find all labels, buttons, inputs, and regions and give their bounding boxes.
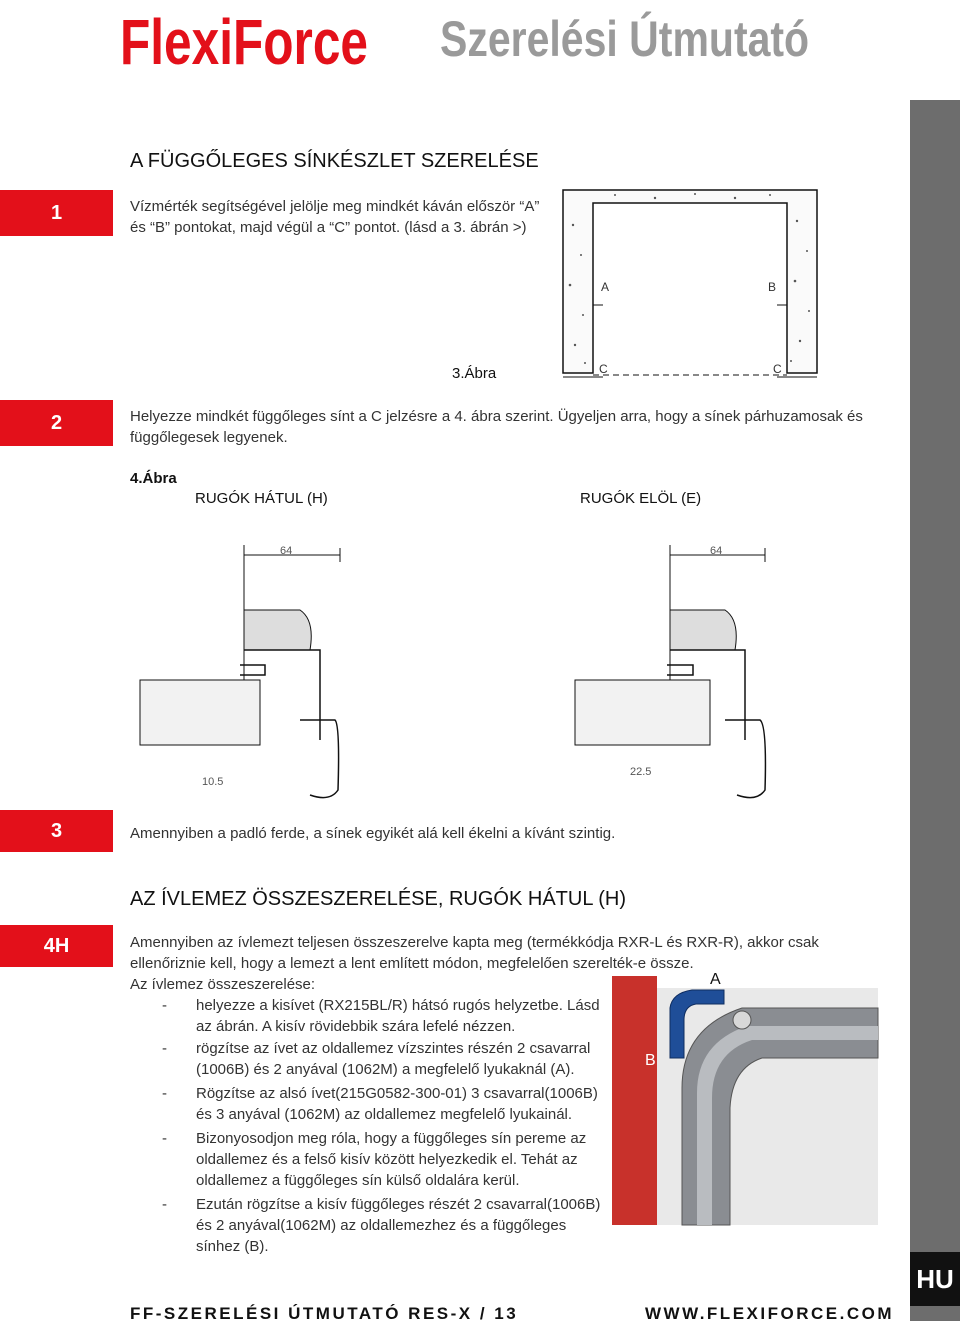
flexiforce-logo bbox=[120, 6, 370, 78]
footer-document-ref: FF-SZERELÉSI ÚTMUTATÓ RES-X / 13 bbox=[130, 1304, 519, 1323]
point-c-left-label: C bbox=[599, 362, 608, 376]
assembly-steps-list bbox=[130, 995, 610, 1257]
svg-text:64: 64 bbox=[710, 545, 723, 557]
svg-text:64: 64 bbox=[280, 545, 293, 557]
track-section-rear-diagram bbox=[140, 540, 370, 805]
caption-springs-front: RUGÓK ELÖL (E) bbox=[580, 490, 702, 507]
svg-text:22.5: 22.5 bbox=[630, 766, 652, 778]
step-badge-4h: 4H bbox=[0, 925, 113, 967]
svg-text:FlexiForce: FlexiForce bbox=[120, 6, 368, 78]
assembly-list-title: Az ívlemez összeszerelése: bbox=[130, 976, 316, 993]
step-badge-1: 1 bbox=[0, 190, 113, 236]
footer-website[interactable]: WWW.FLEXIFORCE.COM bbox=[645, 1304, 894, 1323]
svg-text:10.5: 10.5 bbox=[202, 776, 224, 788]
step-badge-2: 2 bbox=[0, 400, 113, 446]
step-text-3: Amennyiben a padló ferde, a sínek egyikét alá kell ékelni a kívánt szintig. bbox=[130, 825, 616, 842]
list-item: - Rögzítse az alsó ívet(215G0582-300-01) 3 csavarral(1006B) és 3 anyával (1062M) az oldallemez megfelelő lyukainál. bbox=[162, 1085, 598, 1123]
figure-label-3: 3.Ábra bbox=[452, 365, 497, 382]
caption-springs-rear: RUGÓK HÁTUL (H) bbox=[195, 490, 328, 507]
step-text-2: Helyezze mindkét függőleges sínt a C jelzésre a 4. ábra szerint. Ügyeljen arra, hogy a sínek párhuzamosak és függőlegesek legyenek. bbox=[130, 408, 863, 446]
point-c-right-label: C bbox=[773, 362, 782, 376]
list-item: - Bizonyosodjon meg róla, hogy a függőleges sín pereme az oldallemez és a felső kisív között helyezkedik el. Tehát az oldallemez a függőleges sín külső oldalára kerül. bbox=[162, 1130, 587, 1189]
section-heading-1: A FÜGGŐLEGES SÍNKÉSZLET SZERELÉSE bbox=[130, 150, 539, 172]
list-item: - helyezze a kisívet (RX215BL/R) hátsó rugós helyzetbe. Lásd az ábrán. A kisív rövidebbik szára lefelé nézzen. bbox=[162, 997, 600, 1035]
document-title: Szerelési Útmutató bbox=[440, 11, 810, 67]
figure-label-4: 4.Ábra bbox=[130, 470, 177, 487]
point-b-label: B bbox=[768, 280, 777, 294]
list-item: - rögzítse az ívet az oldallemez vízszintes részén 2 csavarral (1006B) és 2 anyával (1062M) a megfelelő lyukaknál (A). bbox=[162, 1040, 591, 1078]
step-badge-3: 3 bbox=[0, 810, 113, 852]
section-heading-4: AZ ÍVLEMEZ ÖSSZESZERELÉSE, RUGÓK HÁTUL (H) bbox=[130, 888, 627, 910]
step-text-1: Vízmérték segítségével jelölje meg mindkét káván először “A” és “B” pontokat, majd végül a “C” pontot. (lásd a 3. ábrán >) bbox=[130, 198, 540, 236]
opening-diagram bbox=[555, 185, 825, 385]
side-bar bbox=[910, 100, 960, 1321]
photo-label-a: A bbox=[710, 971, 721, 988]
point-a-label: A bbox=[601, 280, 610, 294]
track-section-front-diagram bbox=[575, 540, 805, 805]
step-text-4-intro: Amennyiben az ívlemezt teljesen összeszerelve kapta meg (termékkódja RXR-L és RXR-R), akkor csak ellenőriznie kell, hogy a lemezt a lent említett módon, megfelelően szerelték-e össze. bbox=[130, 934, 819, 972]
photo-label-b: B bbox=[645, 1052, 656, 1069]
list-item: - Ezután rögzítse a kisív függőleges részét 2 csavarral(1006B) és 2 anyával(1062M) az oldallemezhez és a függőleges sínhez (B). bbox=[162, 1196, 601, 1255]
language-badge: HU bbox=[910, 1252, 960, 1306]
arc-plate-photo bbox=[612, 968, 878, 1225]
